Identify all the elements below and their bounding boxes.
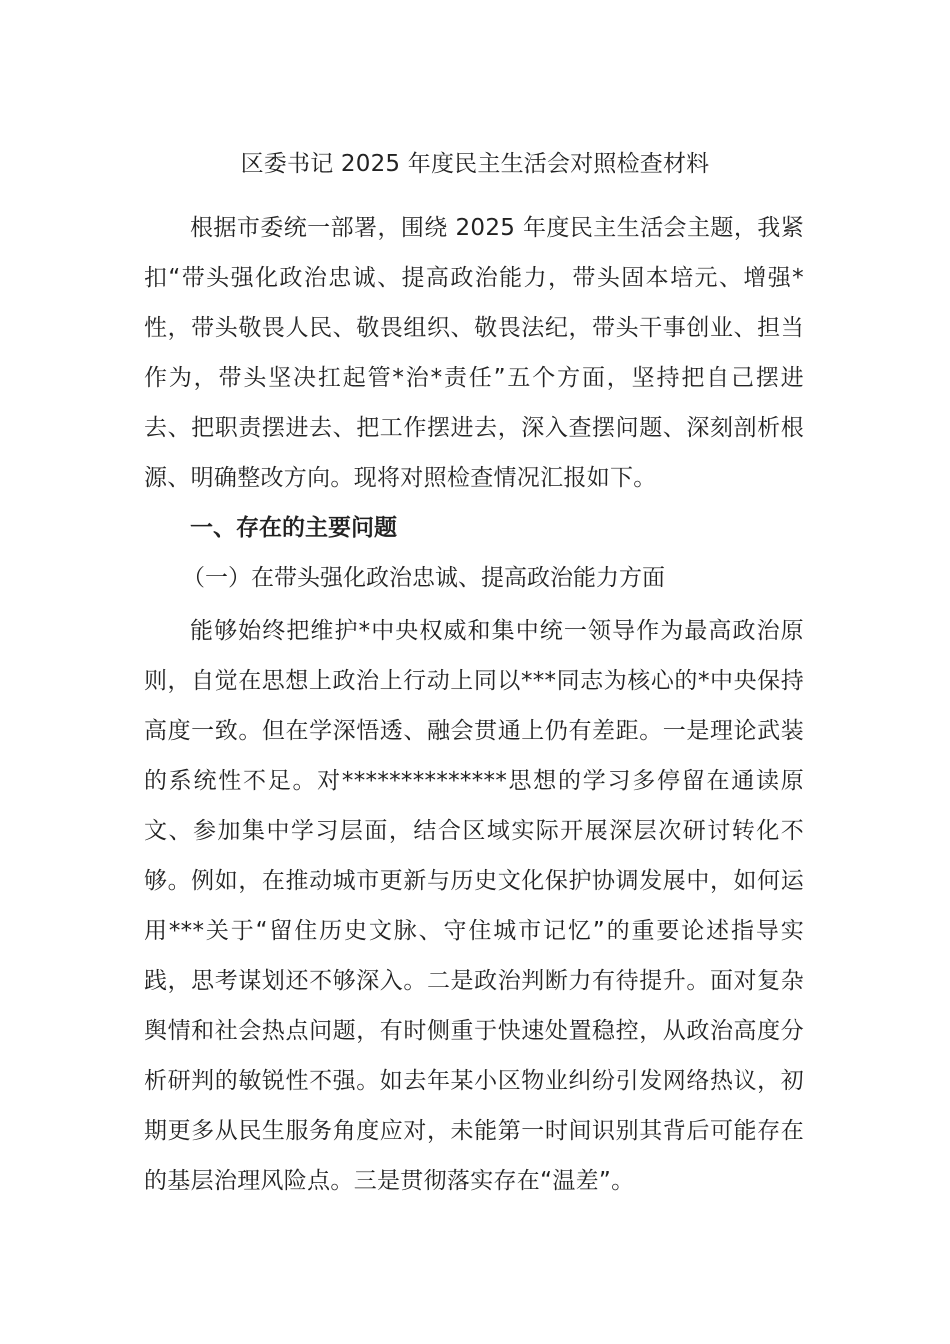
body-paragraph: 能够始终把维护*中央权威和集中统一领导作为最高政治原则，自觉在思想上政治上行动上同以***同志为核心的*中央保持高度一致。但在学深悟透、融会贯通上仍有差距。一是理论武装的系统性不足。对**************思想的学习多停留在通读原文、参加集中学习层面，结合区域实际开展深层次研讨转化不够。例如，在推动城市更新与历史文化保护协调发展中，如何运用***关于“留住历史文脉、守住城市记忆”的重要论述指导实践，思考谋划还不够深入。二是政治判断力有待提升。面对复杂舆情和社会热点问题，有时侧重于快速处置稳控，从政治高度分析研判的敏锐性不强。如去年某小区物业纠纷引发网络热议，初期更多从民生服务角度应对，未能第一时间识别其背后可能存在的基层治理风险点。三是贯彻落实存在“温差”。 (144, 618, 804, 1194)
intro-paragraph: 根据市委统一部署，围绕 2025 年度民主生活会主题，我紧扣“带头强化政治忠诚、提高政治能力，带头固本培元、增强*性，带头敬畏人民、敬畏组织、敬畏法纪，带头干事创业、担当作为，带头坚决扛起管*治*责任”五个方面，坚持把自己摆进去、把职责摆进去、把工作摆进去，深入查摆问题、深刻剖析根源、明确整改方向。现将对照检查情况汇报如下。 (144, 215, 804, 491)
document-title: 区委书记 2025 年度民主生活会对照检查材料 (240, 151, 710, 177)
section-heading: 一、存在的主要问题 (190, 515, 397, 541)
subsection-heading: （一）在带头强化政治忠诚、提高政治能力方面 (182, 565, 665, 591)
